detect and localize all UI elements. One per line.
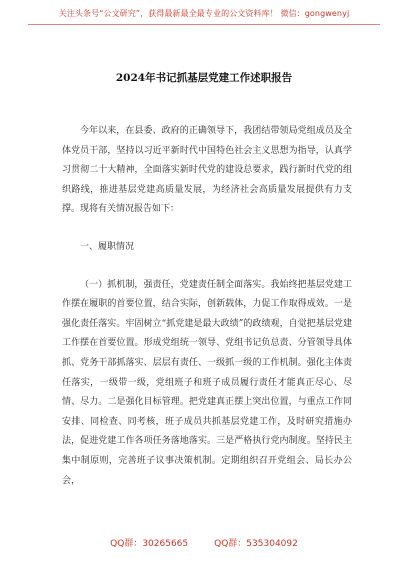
header-banner: 关注头条号“公文研究”，获得最新最全最专业的公文资料库！ 微信：gongwenyj bbox=[58, 9, 350, 18]
section-heading: 一、履职情况 bbox=[80, 241, 135, 252]
footer-qq-group-2: QQ群：535304092 bbox=[214, 539, 298, 549]
body-paragraph: （一）抓机制，强责任，党建责任制全面落实。我始终把基层党建工作摆在履职的首要位置，结合实际，创新载体，力促工作取得成效。一是强化责任落实。牢固树立“抓党建是最大政绩”的政绩观，自觉把基层党建工作摆在首要位置。形成党组统一领导、党组书记负总责、分管领导具体抓、党务干部抓落实、层层有责任、一级抓一级的工作机制。强化主体责任落实，一级带一级，党组班子和班子成员履行责任才能真正尽心、尽情、尽力。二是强化目标管理。把党建真正摆上突出位置，与重点工作同安排、同检查、同考核，班子成员共抓基层党建工作，及时研究措施办法，促进党建工作各项任务落地落实。三是严格执行党内制度。坚持民主集中制原则，完善班子议事决策机制。定期组织召开党组会、局长办公会， bbox=[62, 279, 352, 486]
footer-qq-group-1: QQ群：30265665 bbox=[110, 539, 189, 549]
footer-contact bbox=[0, 536, 408, 549]
document-body bbox=[62, 122, 352, 491]
intro-paragraph: 今年以来，在县委、政府的正确领导下，我团结带领局党组成员及全体党员干部，坚持以习近平新时代中国特色社会主义思想为指导，认真学习贯彻二十大精神，全面落实新时代党的建设总要求，践行新时代党的组织路线，推进基层党建高质量发展，为经济社会高质量发展提供有力支撑。现将有关情况报告如下： bbox=[62, 126, 352, 215]
document-title: 2024年书记抓基层党建工作述职报告 bbox=[115, 72, 293, 84]
header-divider bbox=[28, 24, 380, 25]
